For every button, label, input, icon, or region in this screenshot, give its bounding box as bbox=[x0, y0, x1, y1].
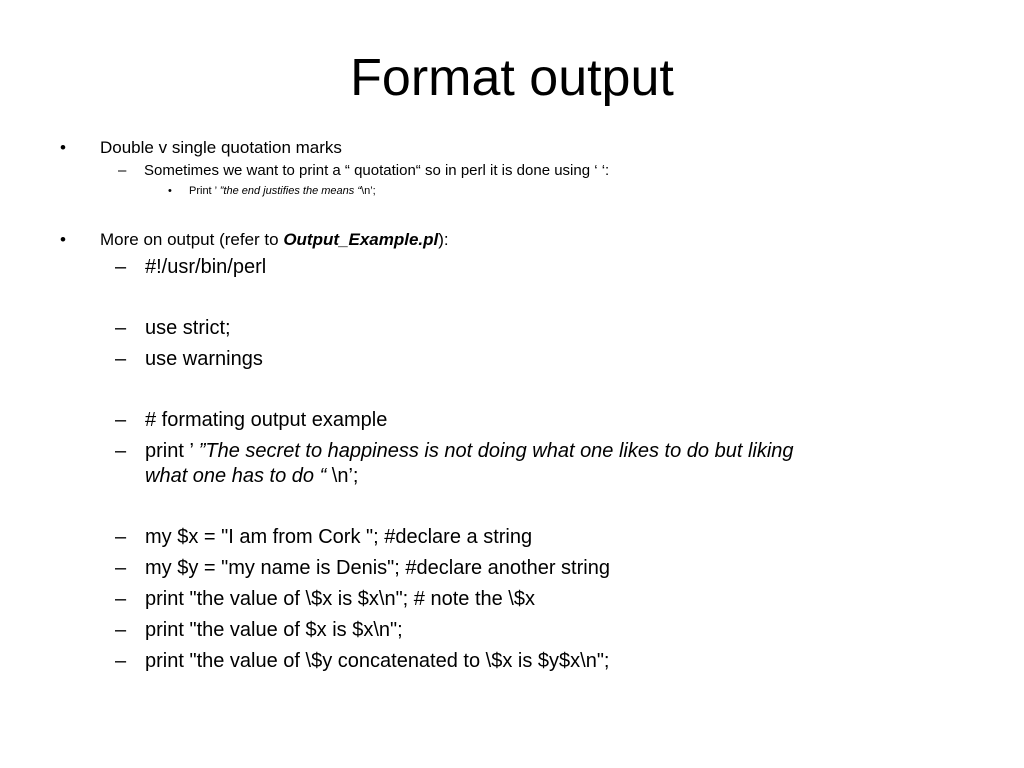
dash-marker: – bbox=[115, 256, 127, 278]
dash-marker: – bbox=[115, 650, 127, 672]
dash-marker: – bbox=[115, 317, 127, 339]
print-quote-line2: what one has to do “ bbox=[145, 465, 327, 487]
code-print-quote-line1 bbox=[145, 438, 794, 464]
dash-marker: – bbox=[115, 619, 127, 641]
bullet-marker-small: • bbox=[168, 185, 172, 197]
bullet-marker: • bbox=[60, 230, 66, 249]
print-prefix: print ’ bbox=[145, 440, 199, 462]
dash-marker: – bbox=[118, 162, 127, 179]
code-declare-x: my $x = "I am from Cork "; #declare a string bbox=[145, 526, 533, 548]
bullet-prefix: More on output (refer to bbox=[100, 230, 284, 249]
sub-item-quotation: Sometimes we want to print a “ quotation“ so in perl it is done using ‘ ‘: bbox=[144, 162, 610, 179]
code-print-1: print "the value of \$x is $x\n"; # note the \$x bbox=[145, 588, 535, 610]
dash-marker: – bbox=[115, 526, 127, 548]
dash-marker: – bbox=[115, 557, 127, 579]
dash-marker: – bbox=[115, 440, 127, 462]
dash-marker: – bbox=[115, 348, 127, 370]
subsub-suffix: \n’; bbox=[361, 185, 376, 197]
bullet-marker: • bbox=[60, 138, 66, 157]
dash-marker: – bbox=[115, 409, 127, 431]
code-print-quote-line2 bbox=[145, 463, 358, 489]
slide-title: Format output bbox=[350, 49, 674, 107]
print-suffix: \n’; bbox=[326, 465, 359, 487]
code-declare-y: my $y = "my name is Denis"; #declare another string bbox=[145, 557, 610, 579]
subsub-prefix: Print ’ bbox=[189, 185, 220, 197]
subsub-quote: ”the end justifies the means “ bbox=[219, 185, 362, 197]
bullet-quotation-marks: Double v single quotation marks bbox=[100, 138, 342, 157]
file-name: Output_Example.pl bbox=[283, 230, 439, 249]
print-quote-line1: ”The secret to happiness is not doing what one likes to do but liking bbox=[198, 440, 794, 462]
dash-marker: – bbox=[115, 588, 127, 610]
code-comment: # formating output example bbox=[145, 409, 388, 431]
bullet-more-on-output bbox=[100, 229, 449, 251]
bullet-suffix: ): bbox=[438, 230, 449, 249]
code-use-strict: use strict; bbox=[145, 317, 231, 339]
subsub-item-print-example bbox=[189, 184, 376, 198]
code-print-3: print "the value of \$y concatenated to \$x is $y$x\n"; bbox=[145, 650, 610, 672]
code-print-2: print "the value of $x is $x\n"; bbox=[145, 619, 403, 641]
code-use-warnings: use warnings bbox=[145, 348, 263, 370]
code-shebang: #!/usr/bin/perl bbox=[145, 256, 267, 278]
